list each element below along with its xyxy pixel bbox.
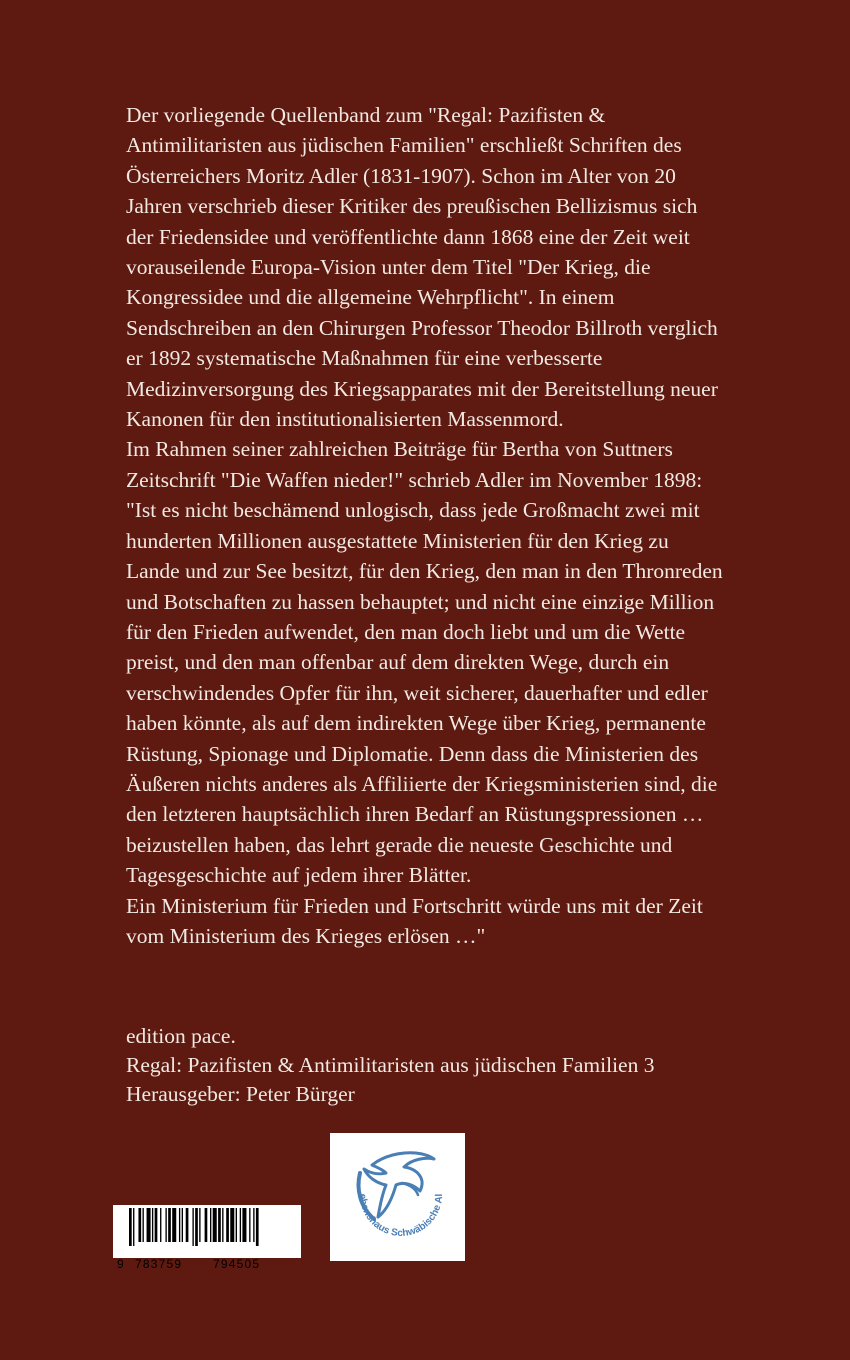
blurb-paragraph-3: Ein Ministerium für Frieden und Fortschritt würde uns mit der Zeit vom Ministerium des Krieges erlösen …" bbox=[126, 893, 703, 948]
publisher-line: edition pace. bbox=[126, 1024, 236, 1048]
back-cover-blurb bbox=[126, 100, 726, 951]
blurb-paragraph-2: Im Rahmen seiner zahlreichen Beiträge für Bertha von Suttners Zeitschrift "Die Waffen nieder!" schrieb Adler im November 1898: "Ist es nicht beschämend unlogisch, dass jede Großmacht zwei mit hunderten Millionen ausgestattete Ministerien für den Krieg zu Lande und zur See besitzt, für den Krieg, den man in den Thronreden und Botschaften zu hassen behauptet; und nicht eine einzige Million für den Frieden aufwendet, den man doch liebt und um die Wette preist, und den man offenbar auf dem direkten Wege, durch ein verschwindendes Opfer für ihn, weit sicherer, dauerhafter und edler haben könnte, als auf dem indirekten Wege über Krieg, permanente Rüstung, Spionage und Diplomatie. Denn dass die Ministerien des Äußeren nichts anderes als Affiliierte der Kriegsministerien sind, die den letzteren hauptsächlich ihren Bedarf an Rüstungspressionen … beizustellen haben, das lehrt gerade die neueste Geschichte und Tagesgeschichte auf jedem ihrer Blätter. bbox=[126, 437, 723, 888]
barcode-bar bbox=[256, 1208, 259, 1246]
barcode-bar bbox=[210, 1208, 211, 1242]
series-line: Regal: Pazifisten & Antimilitaristen aus jüdischen Familien 3 bbox=[126, 1053, 655, 1077]
barcode-bar bbox=[133, 1208, 134, 1246]
barcode-bar bbox=[213, 1208, 217, 1242]
barcode-bar bbox=[236, 1208, 237, 1242]
barcode-bar bbox=[160, 1208, 161, 1242]
barcode-bar bbox=[249, 1208, 250, 1242]
barcode-bar bbox=[155, 1208, 158, 1242]
dove-logo-icon bbox=[330, 1133, 465, 1261]
barcode-bar bbox=[143, 1208, 144, 1242]
barcode-bar bbox=[152, 1208, 153, 1242]
barcode-bar bbox=[226, 1208, 229, 1242]
barcode-bar bbox=[147, 1208, 151, 1242]
barcode-bar bbox=[240, 1208, 241, 1242]
barcode-bar bbox=[242, 1208, 246, 1242]
barcode-bars bbox=[113, 1205, 301, 1258]
imprint bbox=[126, 1022, 746, 1109]
barcode-bar bbox=[222, 1208, 223, 1242]
blurb-paragraph-1: Der vorliegende Quellenband zum "Regal: Pazifisten & Antimilitaristen aus jüdischen Familien" erschließt Schriften des Österreichers Moritz Adler (1831-1907). Schon im Alter von 20 Jahren verschrieb dieser Kritiker des preußischen Bellizismus sich der Friedensidee und veröffentlichte dann 1868 eine der Zeit weit vorauseilende Europa-Vision unter dem Titel "Der Krieg, die Kongressidee und die allgemeine Wehrpflicht". In einem Sendschreiben an den Chirurgen Professor Theodor Billroth verglich er 1892 systematische Maßnahmen für eine verbesserte Medizinversorgung des Kriegsapparates mit der Bereitstellung neuer Kanonen für den institutionalisierten Massenmord. bbox=[126, 103, 718, 432]
isbn-barcode bbox=[113, 1205, 301, 1271]
logo-text: ebenshaus Schwäbische Al bbox=[356, 1193, 446, 1240]
barcode-bar bbox=[172, 1208, 176, 1242]
barcode-bar bbox=[165, 1208, 166, 1242]
svg-text:Lebenshaus Schwäbische Alb bbox=[330, 1133, 445, 1239]
barcode-bar bbox=[195, 1208, 198, 1246]
barcode-bar bbox=[218, 1208, 221, 1242]
barcode-bar bbox=[179, 1208, 180, 1242]
editor-line: Herausgeber: Peter Bürger bbox=[126, 1082, 355, 1106]
barcode-lead-digit: 9 bbox=[117, 1257, 125, 1271]
publisher-logo bbox=[330, 1133, 465, 1261]
barcode-bar bbox=[199, 1208, 200, 1242]
barcode-bar bbox=[129, 1208, 132, 1246]
barcode-bar bbox=[138, 1208, 141, 1242]
barcode-bar bbox=[230, 1208, 234, 1242]
barcode-bar bbox=[253, 1208, 254, 1242]
barcode-group-2: 794505 bbox=[213, 1257, 261, 1271]
barcode-bar bbox=[192, 1208, 193, 1246]
barcode-bar bbox=[182, 1208, 183, 1242]
barcode-bar bbox=[205, 1208, 208, 1242]
barcode-bar bbox=[168, 1208, 171, 1242]
barcode-bar bbox=[186, 1208, 189, 1242]
barcode-group-1: 783759 bbox=[135, 1257, 183, 1271]
